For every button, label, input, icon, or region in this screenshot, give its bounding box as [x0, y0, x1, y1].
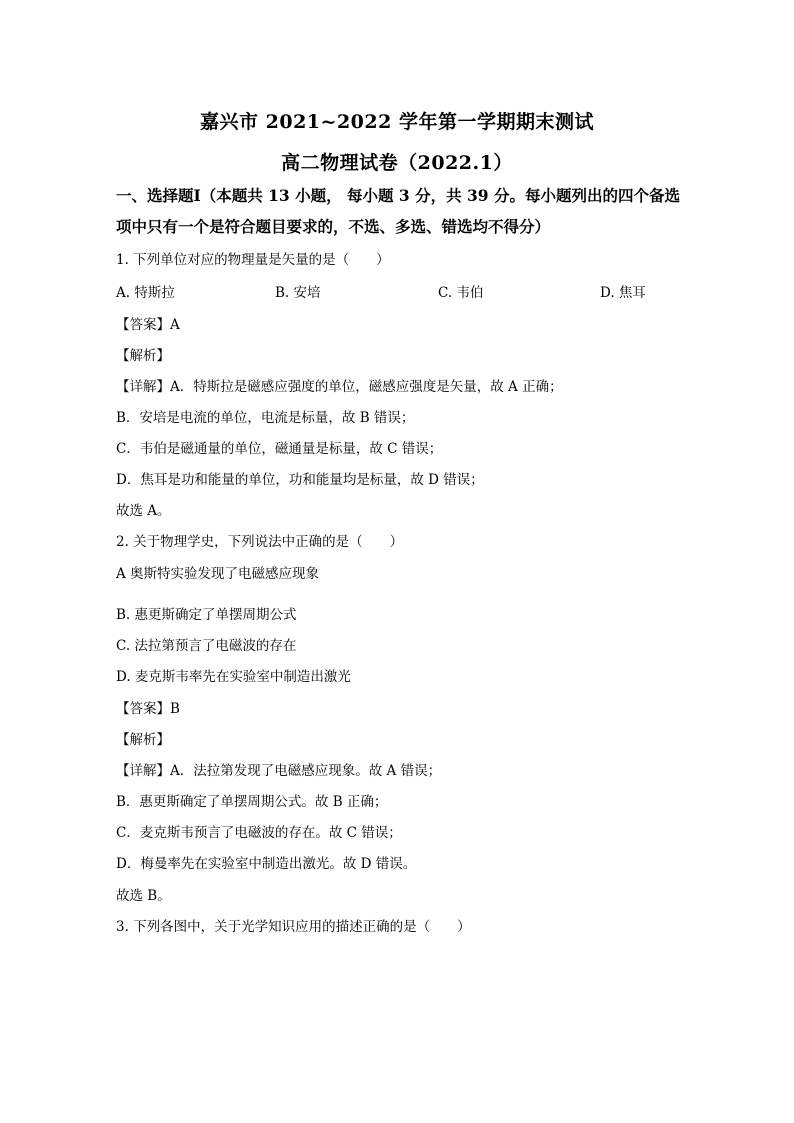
section-heading-line-2: 项中只有一个是符合题目要求的，不选、多选、错选均不得分） — [116, 217, 551, 236]
q2-detail-line: D．梅曼率先在实验室中制造出激光。故 D 错误。 — [116, 856, 417, 872]
q2-detail-line: 【详解】A．法拉第发现了电磁感应现象。故 A 错误； — [116, 763, 442, 779]
q1-analysis-label: 【解析】 — [116, 348, 170, 364]
q2-option-d: D. 麦克斯韦率先在实验室中制造出激光 — [116, 669, 351, 685]
q1-answer: 【答案】A — [116, 317, 180, 333]
q1-detail-line: 【详解】A．特斯拉是磁感应强度的单位，磁感应强度是矢量，故 A 正确； — [116, 379, 563, 395]
q2-detail-line: C．麦克斯韦预言了电磁波的存在。故 C 错误； — [116, 825, 402, 841]
section-heading — [116, 180, 716, 242]
q2-conclusion: 故选 B。 — [116, 888, 171, 904]
q1-option-d: D. 焦耳 — [600, 285, 646, 301]
q1-detail-line: D．焦耳是功和能量的单位，功和能量均是标量，故 D 错误； — [116, 472, 484, 488]
q2-option-a: A 奥斯特实验发现了电磁感应现象 — [116, 566, 320, 582]
q2-option-c: C. 法拉第预言了电磁波的存在 — [116, 638, 297, 654]
q2-option-b: B. 惠更斯确定了单摆周期公式 — [116, 607, 297, 623]
q1-option-a: A. 特斯拉 — [116, 285, 175, 301]
q3-stem: 3. 下列各图中，关于光学知识应用的描述正确的是（ ） — [116, 919, 471, 935]
q1-conclusion: 故选 A。 — [116, 503, 171, 519]
exam-title: 嘉兴市 2021~2022 学年第一学期期末测试 — [200, 111, 594, 133]
q1-option-b: B. 安培 — [275, 285, 321, 301]
q2-analysis-label: 【解析】 — [116, 732, 170, 748]
q2-stem: 2. 关于物理学史，下列说法中正确的是（ ） — [116, 534, 404, 550]
section-heading-line-1: 一、选择题Ⅰ（本题共 13 小题， 每小题 3 分，共 39 分。每小题列出的四个备选 — [116, 186, 680, 205]
q1-stem: 1. 下列单位对应的物理量是矢量的是（ ） — [116, 252, 390, 268]
q2-answer: 【答案】B — [116, 701, 180, 717]
exam-subtitle: 高二物理试卷（2022.1） — [281, 152, 513, 174]
q1-detail-line: C．韦伯是磁通量的单位，磁通量是标量，故 C 错误； — [116, 441, 443, 457]
q1-detail-line: B．安培是电流的单位，电流是标量，故 B 错误； — [116, 410, 415, 426]
q1-option-c: C. 韦伯 — [438, 285, 484, 301]
q2-detail-line: B．惠更斯确定了单摆周期公式。故 B 正确； — [116, 794, 388, 810]
